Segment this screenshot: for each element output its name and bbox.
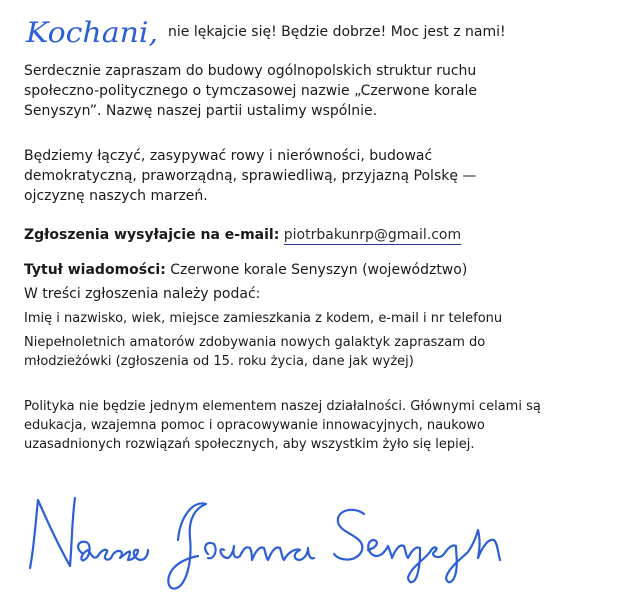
greeting-line xyxy=(24,14,506,50)
handwritten-greeting xyxy=(24,14,162,50)
email-label: Zgłoszenia wysyłajcie na e-mail: xyxy=(24,227,280,243)
subject-value: Czerwone korale Senyszyn (województwo) xyxy=(170,262,468,278)
email-line xyxy=(24,225,461,245)
content-fields: Imię i nazwisko, wiek, miejsce zamieszkania z kodem, e-mail i nr telefonu xyxy=(24,311,503,326)
email-link[interactable]: piotrbakunrp@gmail.com xyxy=(283,227,462,243)
svg-text:Kochani,: Kochani, xyxy=(24,16,158,49)
youth-paragraph: Niepełnoletnich amatorów zdobywania nowych galaktyk zapraszam do młodzieżówki (zgłoszenia od 15. roku życia, dane jak wyżej) xyxy=(24,335,486,369)
greeting-text: nie lękajcie się! Będzie dobrze! Moc jest z nami! xyxy=(168,24,506,40)
subject-label: Tytuł wiadomości: xyxy=(24,262,166,278)
content-intro: W treści zgłoszenia należy podać: xyxy=(24,286,261,302)
goals-paragraph: Będziemy łączyć, zasypywać rowy i nierówności, budować demokratyczną, praworządną, sprawiedliwą, przyjazną Polskę — ojczyznę naszych marzeń. xyxy=(24,148,477,204)
policy-paragraph: Polityka nie będzie jednym elementem naszej działalności. Głównymi celami są edukacja, wzajemna pomoc i opracowywanie innowacyjnych, naukowo uzasadnionych rozwiązań społecznych, aby wszystkim żyło się lepiej. xyxy=(24,399,541,452)
subject-line xyxy=(24,260,467,280)
invitation-paragraph: Serdecznie zapraszam do budowy ogólnopolskich struktur ruchu społeczno-politycznego o tymczasowej nazwie „Czerwone korale Senyszyn”. Nazwę naszej partii ustalimy wspólnie. xyxy=(24,63,478,119)
handwritten-signature xyxy=(20,478,580,598)
